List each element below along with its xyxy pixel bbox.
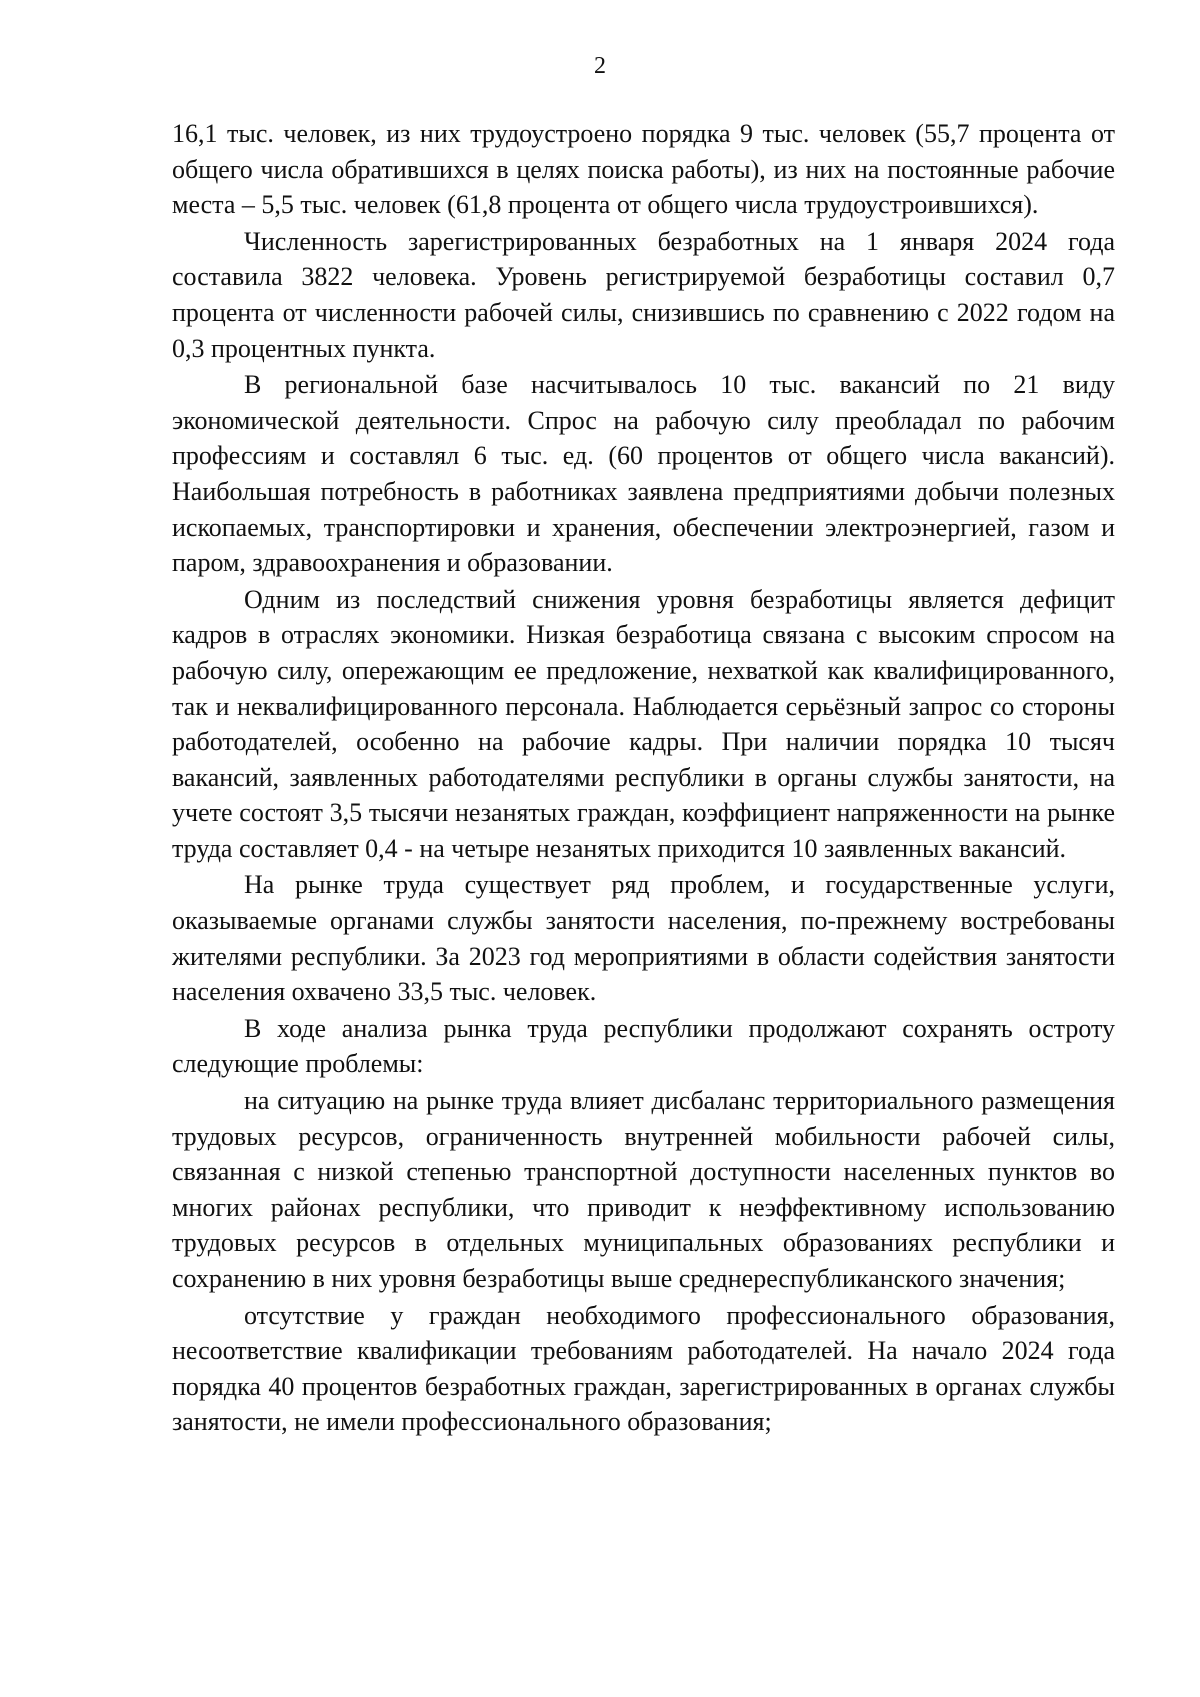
- paragraph-staff-shortage: Одним из последствий снижения уровня безработицы является дефицит кадров в отраслях экономики. Низкая безработица связана с высоким спросом на рабочую силу, опережающим ее предложение, нехваткой как квалифицированного, так и неквалифицированного персонала. Наблюдается серьёзный запрос со стороны работодателей, особенно на рабочие кадры. При наличии порядка 10 тысяч вакансий, заявленных работодателями республики в органы службы занятости, на учете состоят 3,5 тысячи незанятых граждан, коэффициент напряженности на рынке труда составляет 0,4 - на четыре незанятых приходится 10 заявленных вакансий.: [172, 584, 1115, 863]
- page-number: 2: [594, 53, 606, 79]
- paragraph-labor-market-problems: На рынке труда существует ряд проблем, и государственные услуги, оказываемые органами службы занятости населения, по-прежнему востребованы жителями республики. За 2023 год мероприятиями в области содействия занятости населения охвачено 33,5 тыс. человек.: [172, 870, 1115, 1007]
- document-body: [172, 116, 1115, 1441]
- paragraph-continuation: 16,1 тыс. человек, из них трудоустроено порядка 9 тыс. человек (55,7 процента от общего числа обратившихся в целях поиска работы), из них на постоянные рабочие места – 5,5 тыс. человек (61,8 процента от общего числа трудоустроившихся).: [172, 119, 1115, 220]
- paragraph-territorial-imbalance: на ситуацию на рынке труда влияет дисбаланс территориального размещения трудовых ресурсов, ограниченность внутренней мобильности рабочей силы, связанная с низкой степенью транспортной доступности населенных пунктов во многих районах республики, что приводит к неэффективному использованию трудовых ресурсов в отдельных муниципальных образованиях республики и сохранению в них уровня безработицы выше среднереспубликанского значения;: [172, 1086, 1115, 1293]
- paragraph-unemployed-count: Численность зарегистрированных безработных на 1 января 2024 года составила 3822 человека. Уровень регистрируемой безработицы составил 0,7 процента от численности рабочей силы, снизившись по сравнению с 2022 годом на 0,3 процентных пункта.: [172, 226, 1115, 363]
- paragraph-problems-intro: В ходе анализа рынка труда республики продолжают сохранять остроту следующие проблемы:: [172, 1013, 1115, 1079]
- paragraph-lack-of-education: отсутствие у граждан необходимого профессионального образования, несоответствие квалификации требованиям работодателей. На начало 2024 года порядка 40 процентов безработных граждан, зарегистрированных в органах службы занятости, не имели профессионального образования;: [172, 1300, 1115, 1437]
- paragraph-vacancies-base: В региональной базе насчитывалось 10 тыс. вакансий по 21 виду экономической деятельности. Спрос на рабочую силу преобладал по рабочим профессиям и составлял 6 тыс. ед. (60 процентов от общего числа вакансий). Наибольшая потребность в работниках заявлена предприятиями добычи полезных ископаемых, транспортировки и хранения, обеспечении электроэнергией, газом и паром, здравоохранения и образовании.: [172, 370, 1115, 578]
